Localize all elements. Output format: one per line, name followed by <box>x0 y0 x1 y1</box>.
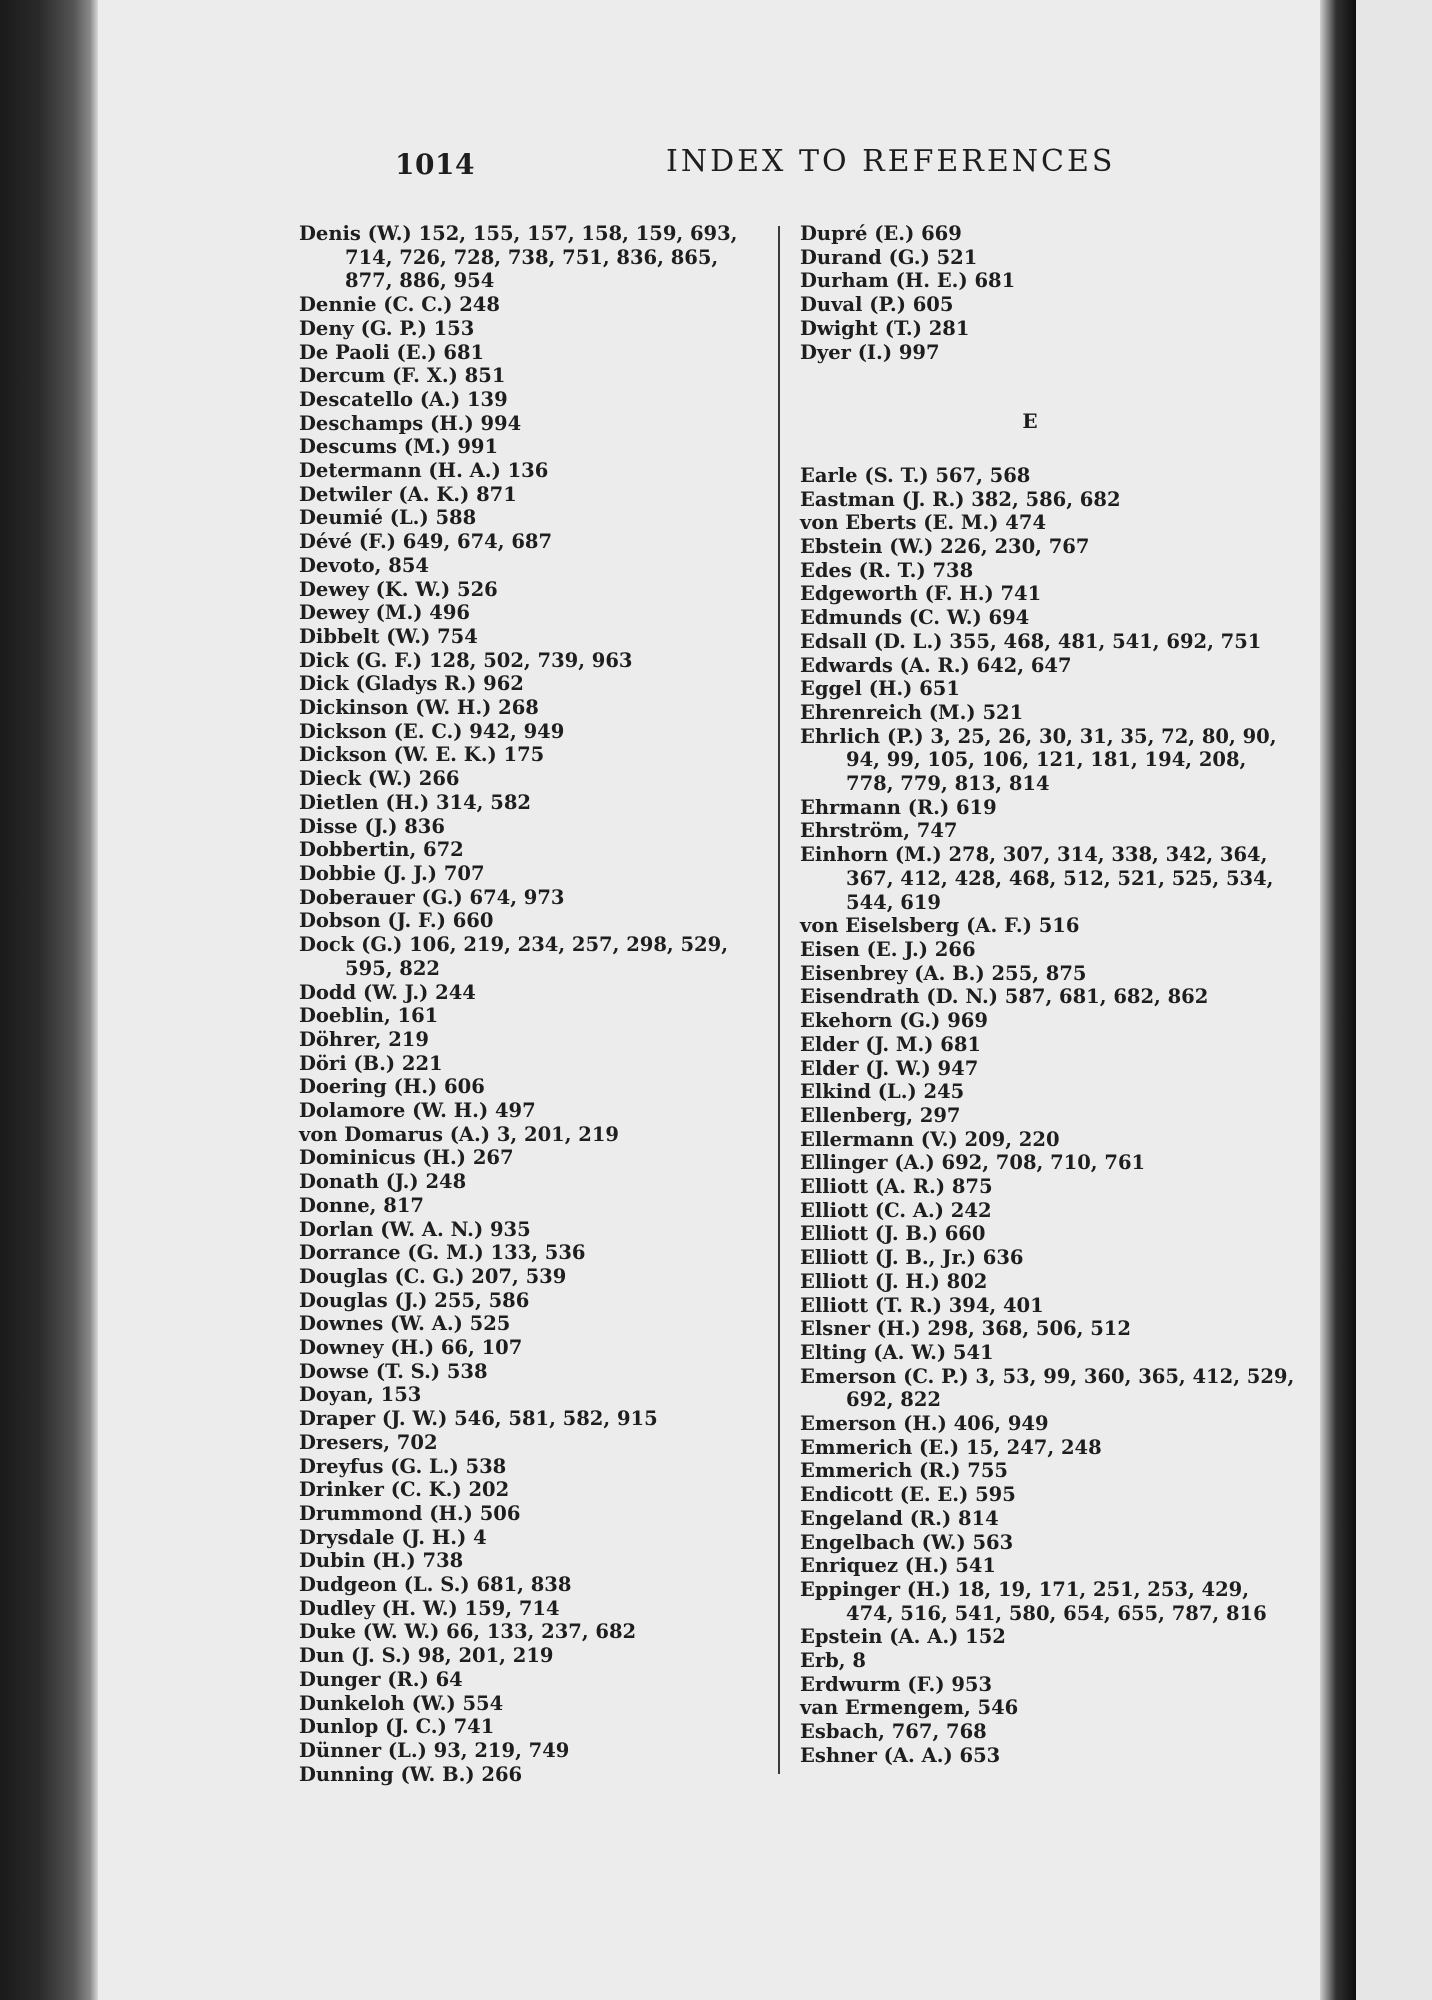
page-number: 1014 <box>395 148 475 181</box>
index-entry: Elder (J. W.) 947 <box>800 1056 979 1080</box>
index-entry: Eggel (H.) 651 <box>800 677 960 701</box>
index-entry: Ehrström, 747 <box>800 819 958 843</box>
index-entry: von Eberts (E. M.) 474 <box>800 511 1047 535</box>
index-entry: Elliott (J. B., Jr.) 636 <box>800 1246 1024 1270</box>
index-entry: Deumié (L.) 588 <box>299 506 477 530</box>
index-entry: Eisen (E. J.) 266 <box>800 937 976 961</box>
index-entry: Elliott (C. A.) 242 <box>800 1198 992 1222</box>
index-entry: Edmunds (C. W.) 694 <box>800 606 1030 630</box>
index-entry: Dolamore (W. H.) 497 <box>299 1099 536 1123</box>
index-entry: Dickinson (W. H.) 268 <box>299 696 539 720</box>
index-entry: Dominicus (H.) 267 <box>299 1146 514 1170</box>
index-entry: Dobbertin, 672 <box>299 838 464 862</box>
index-entry: Doering (H.) 606 <box>299 1075 485 1099</box>
index-entry: Elting (A. W.) 541 <box>800 1340 994 1364</box>
index-entry: Dresers, 702 <box>299 1430 438 1454</box>
index-entry: Drummond (H.) 506 <box>299 1501 521 1525</box>
index-entry: Ekehorn (G.) 969 <box>800 1009 988 1033</box>
index-entry: Dennie (C. C.) 248 <box>299 293 500 317</box>
index-entry: Engelbach (W.) 563 <box>800 1530 1014 1554</box>
index-group-e <box>800 464 1300 1768</box>
index-entry: Dupré (E.) 669 <box>800 222 962 245</box>
index-entry: Dreyfus (G. L.) 538 <box>299 1454 507 1478</box>
index-entry: Emerson (H.) 406, 949 <box>800 1412 1049 1436</box>
index-entry: Doberauer (G.) 674, 973 <box>299 885 565 909</box>
index-entry: Detwiler (A. K.) 871 <box>299 482 517 506</box>
index-entry: Determann (H. A.) 136 <box>299 459 549 483</box>
index-entry: Döri (B.) 221 <box>299 1051 443 1075</box>
index-entry: Dibbelt (W.) 754 <box>299 624 478 648</box>
index-entry: Draper (J. W.) 546, 581, 582, 915 <box>299 1407 658 1431</box>
section-letter-e: E <box>1022 409 1038 434</box>
index-entry: Dubin (H.) 738 <box>299 1549 464 1573</box>
index-entry: Edgeworth (F. H.) 741 <box>800 582 1042 606</box>
index-entry: Dieck (W.) 266 <box>299 767 460 791</box>
index-entry: Elliott (J. B.) 660 <box>800 1222 986 1246</box>
index-entry: van Ermengem, 546 <box>800 1696 1019 1720</box>
index-entry: Ehrmann (R.) 619 <box>800 795 997 819</box>
index-entry: Dudgeon (L. S.) 681, 838 <box>299 1573 572 1597</box>
index-entry: Ebstein (W.) 226, 230, 767 <box>800 535 1090 559</box>
index-column-left <box>299 222 769 1786</box>
index-entry: Ehrenreich (M.) 521 <box>800 700 1024 724</box>
index-entry: von Eiselsberg (A. F.) 516 <box>800 914 1080 938</box>
index-entry: Ehrlich (P.) 3, 25, 26, 30, 31, 35, 72, 80, 90, 94, 99, 105, 106, 121, 181, 194, 208, 778, 779, 813, 814 <box>800 724 1277 796</box>
index-entry: Dévé (F.) 649, 674, 687 <box>299 530 553 554</box>
index-entry: Dobbie (J. J.) 707 <box>299 861 485 885</box>
index-entry: Durand (G.) 521 <box>800 245 978 269</box>
index-entry: Dock (G.) 106, 219, 234, 257, 298, 529, 595, 822 <box>299 933 728 980</box>
index-entry: Elliott (T. R.) 394, 401 <box>800 1293 1044 1317</box>
index-entry: Deny (G. P.) 153 <box>299 316 475 340</box>
index-entry: Donne, 817 <box>299 1193 424 1217</box>
index-entry: Elder (J. M.) 681 <box>800 1032 981 1056</box>
index-entry: Dickson (E. C.) 942, 949 <box>299 719 565 743</box>
index-entry: Esbach, 767, 768 <box>800 1720 987 1744</box>
index-entry: Downes (W. A.) 525 <box>299 1312 511 1336</box>
index-entry: von Domarus (A.) 3, 201, 219 <box>299 1122 619 1146</box>
index-entry: Dewey (M.) 496 <box>299 601 470 625</box>
index-entry: Dunlop (J. C.) 741 <box>299 1715 495 1739</box>
index-group-d-continued <box>800 222 1300 364</box>
index-entry: Dowse (T. S.) 538 <box>299 1359 488 1383</box>
index-entry: Ellenberg, 297 <box>800 1103 961 1127</box>
index-entry: Dobson (J. F.) 660 <box>299 909 494 933</box>
index-entry: Dewey (K. W.) 526 <box>299 577 498 601</box>
index-entry: Drinker (C. K.) 202 <box>299 1478 510 1502</box>
index-entry: Earle (S. T.) 567, 568 <box>800 463 1031 487</box>
index-entry: Donath (J.) 248 <box>299 1170 467 1194</box>
index-entry: Erb, 8 <box>800 1649 866 1673</box>
index-entry: Dick (Gladys R.) 962 <box>299 672 524 696</box>
index-entry: Duval (P.) 605 <box>800 293 954 317</box>
index-entry: Deschamps (H.) 994 <box>299 411 522 435</box>
index-column-right <box>800 222 1300 1768</box>
page-gutter-shadow <box>1320 0 1356 2000</box>
index-entry: Edes (R. T.) 738 <box>800 558 974 582</box>
index-entry: Dyer (I.) 997 <box>800 340 940 364</box>
index-entry: Döhrer, 219 <box>299 1027 429 1051</box>
index-entry: Eisendrath (D. N.) 587, 681, 682, 862 <box>800 985 1209 1009</box>
index-entry: Emmerich (E.) 15, 247, 248 <box>800 1435 1102 1459</box>
index-entry: Durham (H. E.) 681 <box>800 269 1016 293</box>
adjacent-page-edge <box>1356 0 1432 2000</box>
index-entry: Doyan, 153 <box>299 1383 422 1407</box>
index-entry: Elkind (L.) 245 <box>800 1080 965 1104</box>
index-entry: Dunkeloh (W.) 554 <box>299 1691 504 1715</box>
index-entry: Duke (W. W.) 66, 133, 237, 682 <box>299 1620 637 1644</box>
index-entry: Edwards (A. R.) 642, 647 <box>800 653 1072 677</box>
index-entry: Dietlen (H.) 314, 582 <box>299 790 531 814</box>
index-entry: Douglas (J.) 255, 586 <box>299 1288 530 1312</box>
index-entry: Engeland (R.) 814 <box>800 1506 999 1530</box>
index-entry: Dercum (F. X.) 851 <box>299 364 506 388</box>
index-entry: Emerson (C. P.) 3, 53, 99, 360, 365, 412, 529, 692, 822 <box>800 1364 1295 1412</box>
index-entry: Doeblin, 161 <box>299 1004 439 1028</box>
index-entry: Devoto, 854 <box>299 553 429 577</box>
index-entry: Dickson (W. E. K.) 175 <box>299 743 545 767</box>
index-entry: Epstein (A. A.) 152 <box>800 1625 1006 1649</box>
index-entry: Dorrance (G. M.) 133, 536 <box>299 1241 586 1265</box>
index-entry: Ellermann (V.) 209, 220 <box>800 1127 1060 1151</box>
index-entry: Eppinger (H.) 18, 19, 171, 251, 253, 429, 474, 516, 541, 580, 654, 655, 787, 816 <box>800 1577 1267 1625</box>
index-entry: Dodd (W. J.) 244 <box>299 980 476 1004</box>
index-entry: Disse (J.) 836 <box>299 814 445 838</box>
column-divider <box>778 226 780 1774</box>
book-binding-shadow <box>0 0 98 2000</box>
index-entry: Dorlan (W. A. N.) 935 <box>299 1217 531 1241</box>
index-entry: Eisenbrey (A. B.) 255, 875 <box>800 961 1087 985</box>
index-entry: Elliott (J. H.) 802 <box>800 1269 988 1293</box>
index-entry: Denis (W.) 152, 155, 157, 158, 159, 693, 714, 726, 728, 738, 751, 836, 865, 877, 886, 954 <box>299 222 738 293</box>
index-entry: Dudley (H. W.) 159, 714 <box>299 1596 560 1620</box>
index-entry: Descums (M.) 991 <box>299 435 499 459</box>
index-entry: Ellinger (A.) 692, 708, 710, 761 <box>800 1151 1146 1175</box>
index-entry: Edsall (D. L.) 355, 468, 481, 541, 692, 751 <box>800 629 1262 653</box>
index-entry: Drysdale (J. H.) 4 <box>299 1525 487 1549</box>
index-entry: Descatello (A.) 139 <box>299 387 508 411</box>
index-entry: De Paoli (E.) 681 <box>299 340 485 364</box>
index-entry: Enriquez (H.) 541 <box>800 1554 996 1578</box>
index-entry: Erdwurm (F.) 953 <box>800 1672 993 1696</box>
index-entry: Elliott (A. R.) 875 <box>800 1175 993 1199</box>
index-entry: Dick (G. F.) 128, 502, 739, 963 <box>299 648 633 672</box>
running-head: INDEX TO REFERENCES <box>666 144 1116 179</box>
index-entry: Dunning (W. B.) 266 <box>299 1762 523 1786</box>
index-entry: Dwight (T.) 281 <box>800 316 970 340</box>
index-entry: Dun (J. S.) 98, 201, 219 <box>299 1644 554 1668</box>
index-entry: Dünner (L.) 93, 219, 749 <box>299 1739 570 1762</box>
index-entry: Emmerich (R.) 755 <box>800 1459 1008 1483</box>
index-entry: Einhorn (M.) 278, 307, 314, 338, 342, 364, 367, 412, 428, 468, 512, 521, 525, 534, 544, 619 <box>800 843 1274 914</box>
index-entry: Elsner (H.) 298, 368, 506, 512 <box>800 1317 1131 1341</box>
index-entry: Downey (H.) 66, 107 <box>299 1336 523 1360</box>
index-entry: Eshner (A. A.) 653 <box>800 1743 1001 1767</box>
index-entry: Endicott (E. E.) 595 <box>800 1483 1016 1507</box>
index-entry: Douglas (C. G.) 207, 539 <box>299 1264 567 1288</box>
index-entry: Eastman (J. R.) 382, 586, 682 <box>800 487 1121 511</box>
index-entry: Dunger (R.) 64 <box>299 1667 463 1691</box>
